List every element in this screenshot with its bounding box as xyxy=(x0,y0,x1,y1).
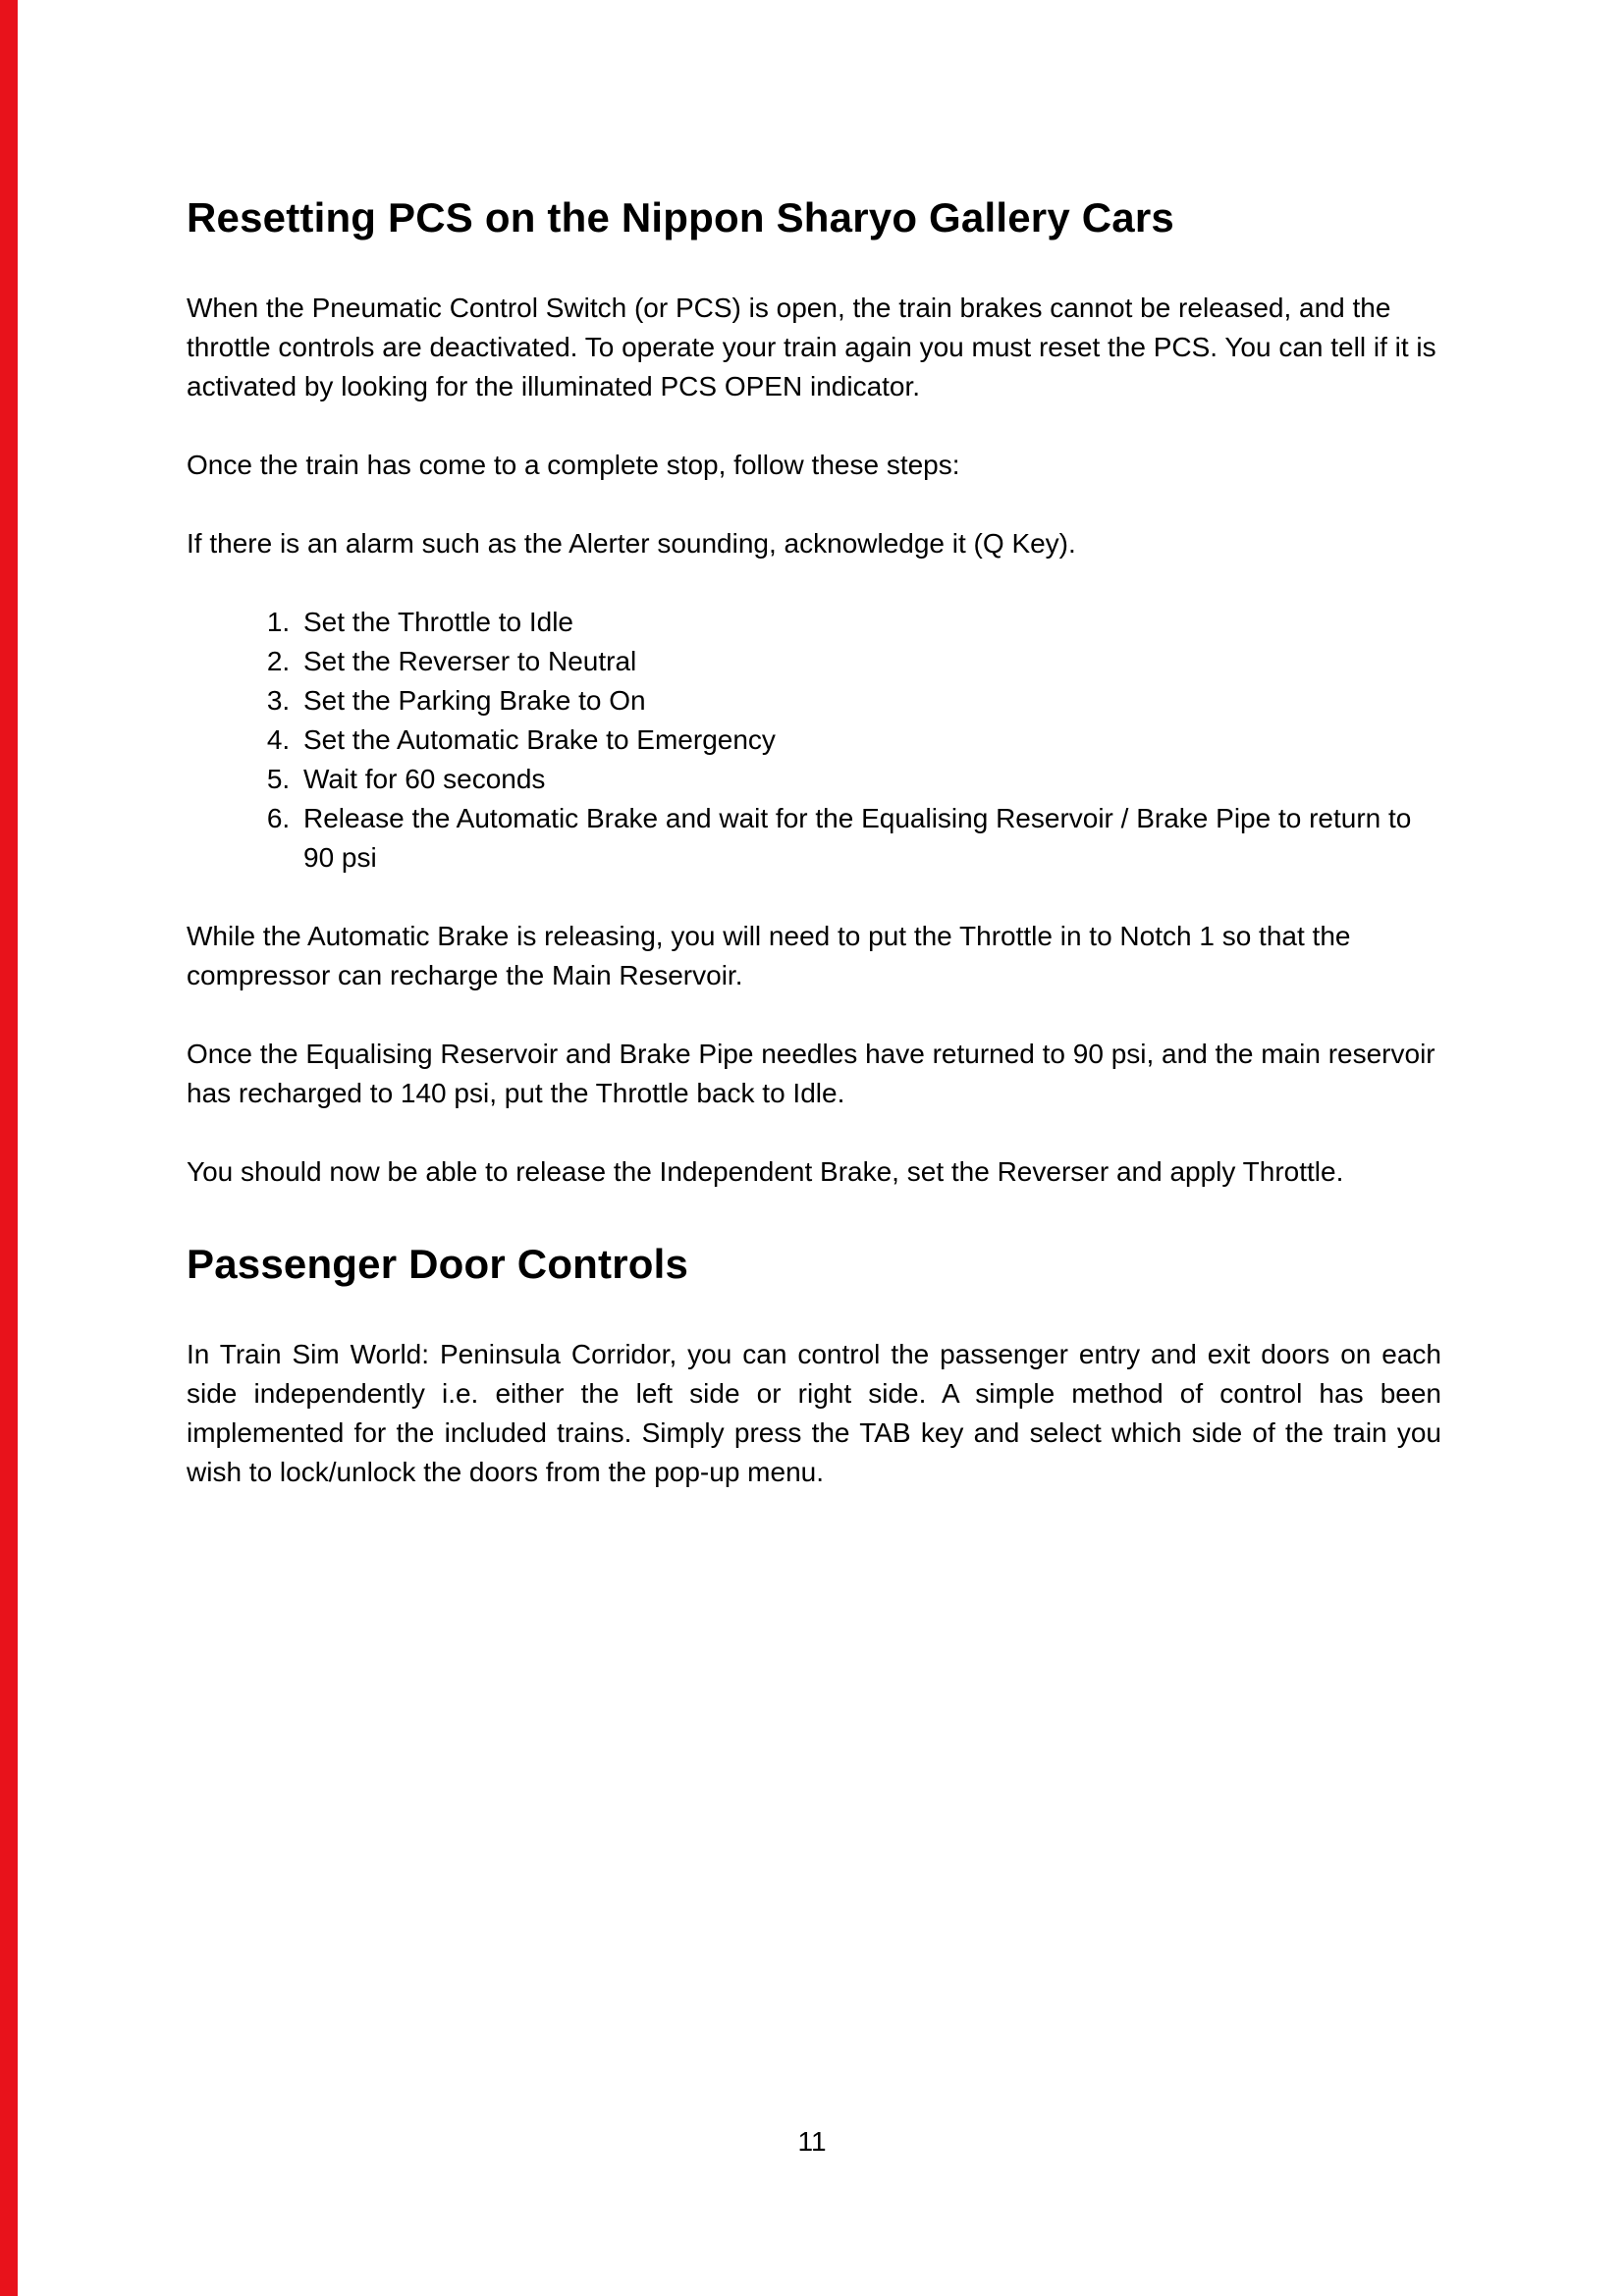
section-heading-passenger-doors: Passenger Door Controls xyxy=(187,1241,689,1287)
list-item-step-1: 1. Set the Throttle to Idle xyxy=(298,603,1441,642)
paragraph-pcs-intro: When the Pneumatic Control Switch (or PCS) is open, the train brakes cannot be released, and the throttle controls are deactivated. To operate your train again you must reset the PCS. You can tell if it is activated by looking for the illuminated PCS OPEN indicator. xyxy=(187,293,1436,401)
list-item-step-4: 4. Set the Automatic Brake to Emergency xyxy=(298,721,1441,760)
paragraph-equalising-reservoir: Once the Equalising Reservoir and Brake Pipe needles have returned to 90 psi, and the main reservoir has recharged to 140 psi, put the Throttle back to Idle. xyxy=(187,1039,1435,1108)
page-number: 11 xyxy=(797,2126,827,2157)
page-content xyxy=(187,192,1441,1531)
paragraph-while-releasing: While the Automatic Brake is releasing, you will need to put the Throttle in to Notch 1 so that the compressor can recharge the Main Reservoir. xyxy=(187,921,1351,990)
paragraph-release-independent: You should now be able to release the Independent Brake, set the Reverser and apply Throttle. xyxy=(187,1156,1344,1187)
paragraph-alerter: If there is an alarm such as the Alerter sounding, acknowledge it (Q Key). xyxy=(187,528,1076,559)
list-item-step-5: 5. Wait for 60 seconds xyxy=(298,760,1441,799)
paragraph-complete-stop: Once the train has come to a complete stop, follow these steps: xyxy=(187,450,960,480)
list-item-step-6: 6. Release the Automatic Brake and wait for the Equalising Reservoir / Brake Pipe to return to 90 psi xyxy=(298,799,1441,878)
list-item-step-2: 2. Set the Reverser to Neutral xyxy=(298,642,1441,681)
list-item-step-3: 3. Set the Parking Brake to On xyxy=(298,681,1441,721)
red-edge-stripe xyxy=(0,0,18,2296)
paragraph-door-controls: In Train Sim World: Peninsula Corridor, you can control the passenger entry and exit doors on each side independently i.e. either the left side or right side. A simple method of control has been implemented for the included trains. Simply press the TAB key and select which side of the train you wish to lock/unlock the doors from the pop-up menu. xyxy=(187,1339,1441,1487)
steps-list xyxy=(187,603,1441,878)
section-heading-resetting-pcs: Resetting PCS on the Nippon Sharyo Gallery Cars xyxy=(187,194,1174,240)
